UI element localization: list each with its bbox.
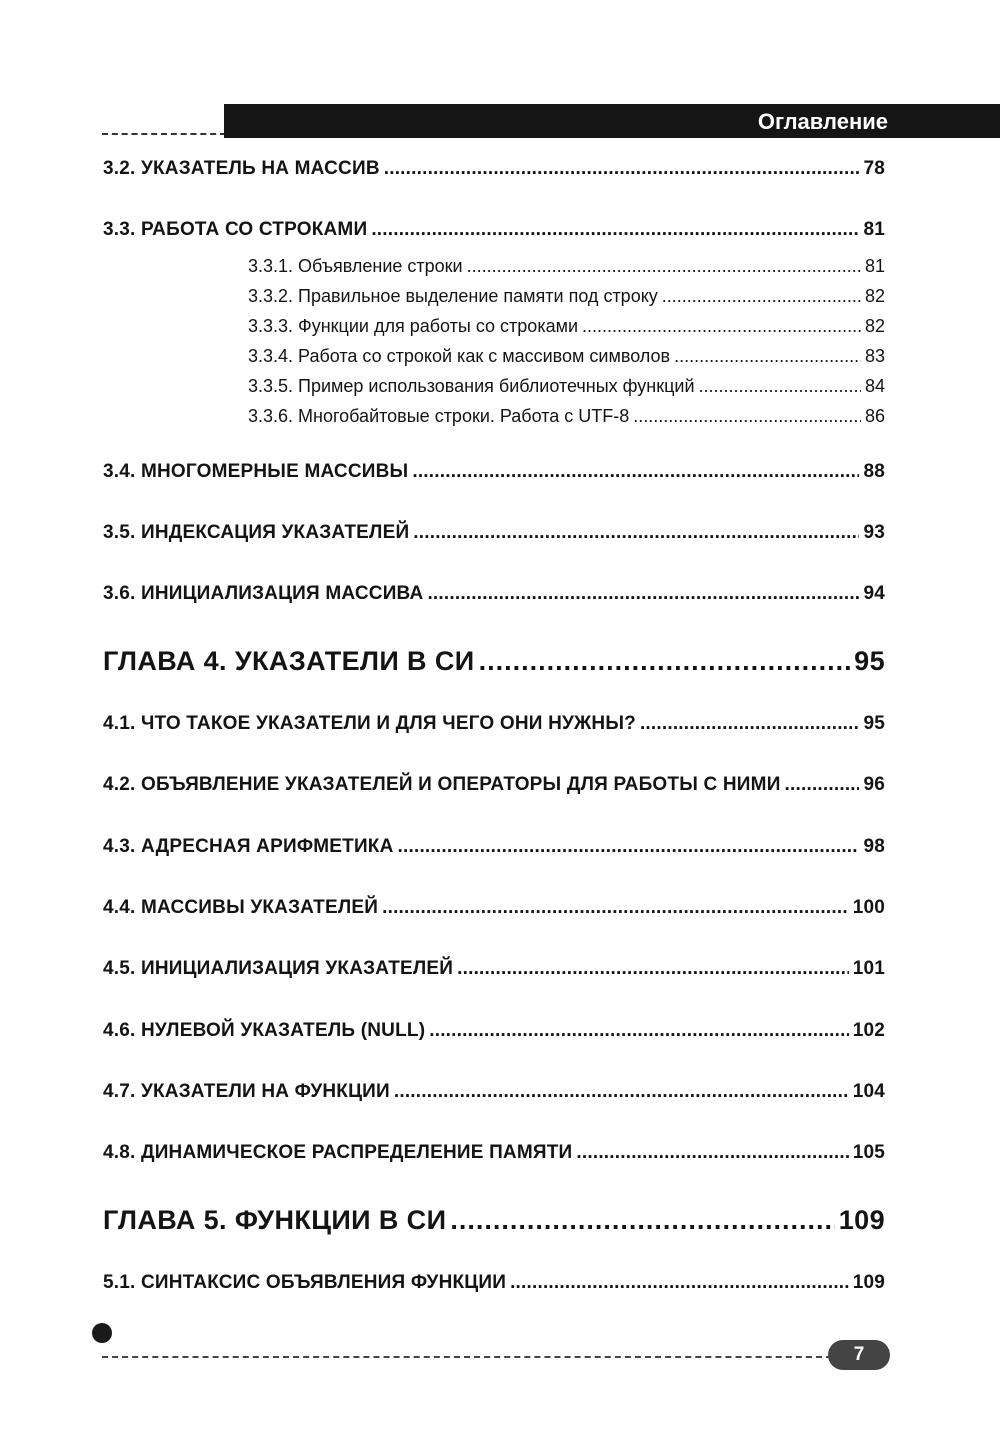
toc-entry-title: 3.4. МНОГОМЕРНЫЕ МАССИВЫ [103,461,409,482]
toc-entry-title: 5.1. СИНТАКСИС ОБЪЯВЛЕНИЯ ФУНКЦИИ [103,1272,507,1293]
toc-entry-3-6[interactable] [103,583,885,605]
header-dotted-rule [102,133,226,135]
dot-leader [674,346,861,367]
toc-page-number: 82 [864,316,885,336]
toc-entry-title: 4.3. АДРЕСНАЯ АРИФМЕТИКА [103,836,394,857]
toc-entry-title: 3.2. УКАЗАТЕЛЬ НА МАССИВ [103,158,380,179]
toc-page-number: 81 [864,256,885,276]
toc-entry-title: 4.1. ЧТО ТАКОЕ УКАЗАТЕЛИ И ДЛЯ ЧЕГО ОНИ НУЖНЫ? [103,713,636,734]
toc-entry-title: 3.3.1. Объявление строки [248,256,463,276]
page-number-badge: 7 [828,1340,890,1370]
toc-entry-title: 4.4. МАССИВЫ УКАЗАТЕЛЕЙ [103,897,379,918]
toc-entry-title: 3.5. ИНДЕКСАЦИЯ УКАЗАТЕЛЕЙ [103,522,410,543]
toc-entry-4-1[interactable] [103,713,885,735]
toc-entry-title: 3.3. РАБОТА СО СТРОКАМИ [103,219,368,240]
toc-entry-3-3-5[interactable] [248,376,885,397]
dot-leader [413,522,859,544]
toc-page-number: 94 [863,583,885,604]
toc-entry-3-4[interactable] [103,461,885,483]
toc-page-number: 95 [854,646,885,676]
toc-entry-3-2[interactable] [103,158,885,180]
dot-leader [457,958,849,980]
dot-leader [398,836,860,858]
dot-leader [382,897,849,919]
toc-page-number: 109 [838,1205,885,1235]
toc-page-number: 104 [852,1081,885,1102]
dot-leader [662,286,861,307]
toc-page-number: 86 [864,406,885,426]
toc-page-number: 105 [852,1142,885,1163]
toc-entry-4-4[interactable] [103,897,885,919]
toc-page-number: 78 [863,158,885,179]
toc-entry-3-3-3[interactable] [248,316,885,337]
toc-entry-3-3-1[interactable] [248,256,885,277]
dot-leader [785,774,860,796]
toc-page-number: 98 [863,836,885,857]
dot-leader [427,583,859,605]
toc-page-number: 93 [863,522,885,543]
toc-page-number: 81 [863,219,885,240]
toc-entry-4-2[interactable] [103,774,885,796]
dot-leader [582,316,861,337]
toc-entry-3-3[interactable] [103,219,885,241]
toc-entry-title: 3.6. ИНИЦИАЛИЗАЦИЯ МАССИВА [103,583,424,604]
toc-entry-title: 3.3.3. Функции для работы со строками [248,316,579,336]
toc-page-number: 82 [864,286,885,306]
toc-page-number: 83 [864,346,885,366]
toc-entry-4-7[interactable] [103,1081,885,1103]
toc-entry-title: 4.7. УКАЗАТЕЛИ НА ФУНКЦИИ [103,1081,390,1102]
toc-entry-title: 4.2. ОБЪЯВЛЕНИЕ УКАЗАТЕЛЕЙ И ОПЕРАТОРЫ ДЛЯ РАБОТЫ С НИМИ [103,774,781,795]
toc-entry-3-3-4[interactable] [248,346,885,367]
dot-leader [633,406,861,427]
footer-bullet-icon [92,1323,112,1343]
dot-leader [479,646,851,677]
toc-chapter-4[interactable] [103,646,885,677]
toc-page-number: 88 [863,461,885,482]
dot-leader [394,1081,849,1103]
dot-leader [450,1205,834,1236]
toc-entry-4-6[interactable] [103,1020,885,1042]
footer-dotted-rule [102,1356,832,1358]
toc-entry-3-3-6[interactable] [248,406,885,427]
toc-entry-5-1[interactable] [103,1272,885,1294]
toc-entry-title: 3.3.6. Многобайтовые строки. Работа с UTF-8 [248,406,630,426]
toc-page-number: 100 [852,897,885,918]
dot-leader [699,376,861,397]
toc-entry-title: ГЛАВА 5. ФУНКЦИИ В СИ [103,1205,447,1235]
toc-chapter-5[interactable] [103,1205,885,1236]
toc-page-number: 101 [852,958,885,979]
toc-entry-4-5[interactable] [103,958,885,980]
dot-leader [384,158,860,180]
toc-page-number: 102 [852,1020,885,1041]
toc-entry-title: 4.5. ИНИЦИАЛИЗАЦИЯ УКАЗАТЕЛЕЙ [103,958,454,979]
toc-page-number: 96 [863,774,885,795]
toc-entry-title: ГЛАВА 4. УКАЗАТЕЛИ В СИ [103,646,475,676]
toc-entry-title: 3.3.5. Пример использования библиотечных функций [248,376,695,396]
header-bar [224,104,1000,138]
toc-entry-4-8[interactable] [103,1142,885,1164]
page-title: Оглавление [757,109,888,134]
dot-leader [640,713,860,735]
toc-entry-title: 3.3.4. Работа со строкой как с массивом символов [248,346,671,366]
toc-entry-3-5[interactable] [103,522,885,544]
toc-entry-title: 4.6. НУЛЕВОЙ УКАЗАТЕЛЬ (NULL) [103,1020,426,1041]
dot-leader [371,219,859,241]
toc-page-number: 95 [863,713,885,734]
toc-entry-title: 3.3.2. Правильное выделение памяти под строку [248,286,658,306]
toc-entry-3-3-2[interactable] [248,286,885,307]
dot-leader [467,256,861,277]
dot-leader [576,1142,848,1164]
toc-entry-4-3[interactable] [103,836,885,858]
toc-entry-title: 4.8. ДИНАМИЧЕСКОЕ РАСПРЕДЕЛЕНИЕ ПАМЯТИ [103,1142,573,1163]
toc-page-number: 84 [864,376,885,396]
dot-leader [412,461,859,483]
toc-page-number: 109 [852,1272,885,1293]
dot-leader [510,1272,849,1294]
dot-leader [429,1020,848,1042]
